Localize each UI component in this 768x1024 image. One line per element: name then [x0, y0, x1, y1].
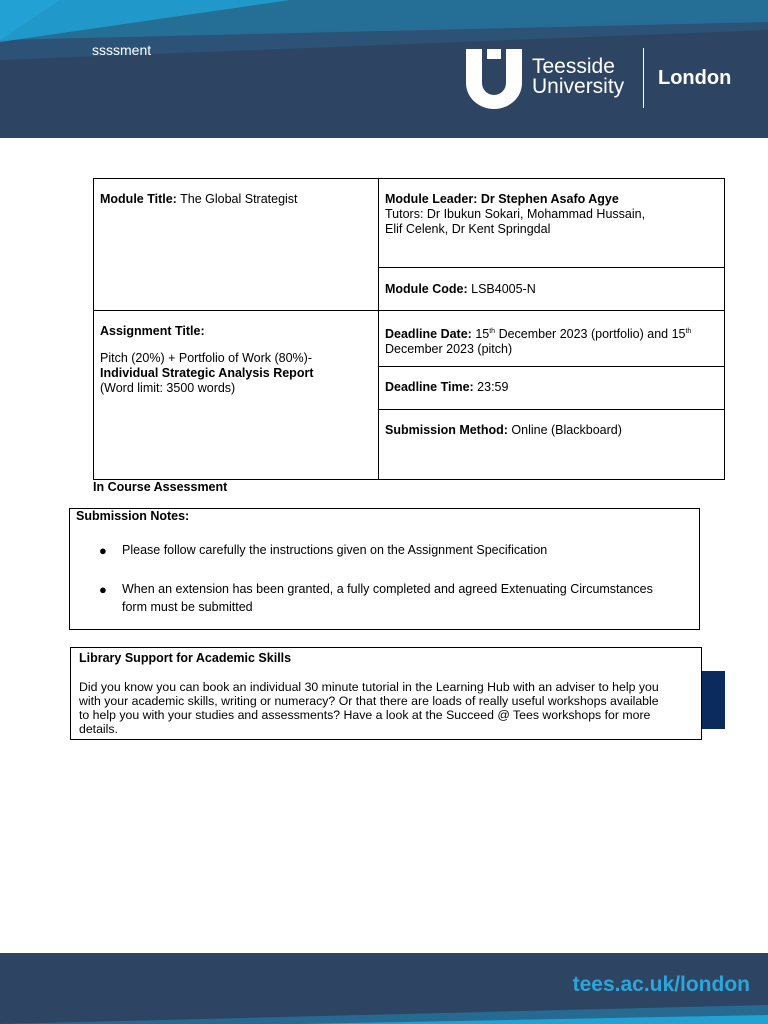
deadline-date-part2: December 2023 (portfolio) and 15 — [498, 327, 686, 342]
bullet-icon: ● — [99, 582, 107, 597]
deadline-time-value: 23:59 — [477, 380, 509, 394]
in-course-assessment-label: In Course Assessment — [93, 480, 228, 494]
submission-note-item: Please follow carefully the instructions given on the Assignment Specification — [122, 543, 548, 557]
deadline-date-cell — [378, 324, 724, 357]
assignment-line2: Individual Strategic Analysis Report — [100, 366, 314, 380]
module-title-cell — [93, 192, 378, 207]
logo-divider — [643, 48, 644, 108]
deadline-date-label: Deadline Date: — [385, 327, 472, 342]
deadline-date-part3: December 2023 (pitch) — [385, 342, 513, 357]
decorative-tab — [701, 671, 725, 729]
submission-method-cell — [378, 423, 724, 438]
header-title-fragment: ssssment — [92, 42, 152, 58]
footer-url-link[interactable]: tees.ac.uk/london — [572, 973, 750, 996]
deadline-time-label: Deadline Time: — [385, 380, 474, 394]
university-name-line1: Teesside — [532, 55, 615, 78]
module-title-label: Module Title: — [100, 192, 177, 206]
page-header — [0, 0, 768, 138]
submission-note-item-continued: form must be submitted — [122, 600, 253, 614]
submission-notes-heading: Submission Notes: — [76, 509, 190, 523]
university-name-line2: University — [532, 75, 625, 98]
library-support-heading: Library Support for Academic Skills — [79, 651, 292, 665]
tutors-line1: Tutors: Dr Ibukun Sokari, Mohammad Hussain, — [385, 207, 646, 221]
deadline-date-part1: 15 — [475, 327, 490, 342]
module-leader: Module Leader: Dr Stephen Asafo Agye — [385, 192, 619, 206]
assignment-title-cell — [93, 324, 378, 396]
module-leader-cell — [378, 192, 724, 237]
module-code-cell — [378, 282, 724, 297]
tutors-line2: Elif Celenk, Dr Kent Springdal — [385, 222, 551, 236]
submission-method-label: Submission Method: — [385, 423, 508, 437]
deadline-time-cell — [378, 380, 724, 395]
bullet-icon: ● — [99, 543, 107, 558]
module-code-value: LSB4005-N — [471, 282, 536, 296]
deadline-date-sup2: th — [685, 328, 692, 335]
module-title-value: The Global Strategist — [180, 192, 298, 206]
library-text-line: to help you with your studies and assessments? Have a look at the Succeed @ Tees workshops for more — [79, 708, 651, 722]
page-footer — [0, 953, 768, 1024]
deadline-date-sup1: th — [489, 328, 496, 335]
library-text-line: details. — [79, 722, 118, 736]
teesside-logo-icon — [466, 49, 522, 109]
submission-method-value: Online (Blackboard) — [511, 423, 622, 437]
submission-note-item: When an extension has been granted, a fully completed and agreed Extenuating Circumstances — [122, 582, 653, 596]
campus-name: London — [658, 67, 732, 89]
library-text-line: with your academic skills, writing or numeracy? Or that there are loads of really useful workshops available — [79, 694, 659, 708]
assignment-line3: (Word limit: 3500 words) — [100, 381, 236, 395]
module-code-label: Module Code: — [385, 282, 468, 296]
assignment-title-label: Assignment Title: — [100, 324, 205, 338]
library-support-text — [79, 680, 659, 736]
assignment-line1: Pitch (20%) + Portfolio of Work (80%)- — [100, 351, 312, 365]
library-text-line: Did you know you can book an individual 30 minute tutorial in the Learning Hub with an adviser to help you — [79, 680, 659, 694]
header-graphic — [0, 0, 768, 138]
